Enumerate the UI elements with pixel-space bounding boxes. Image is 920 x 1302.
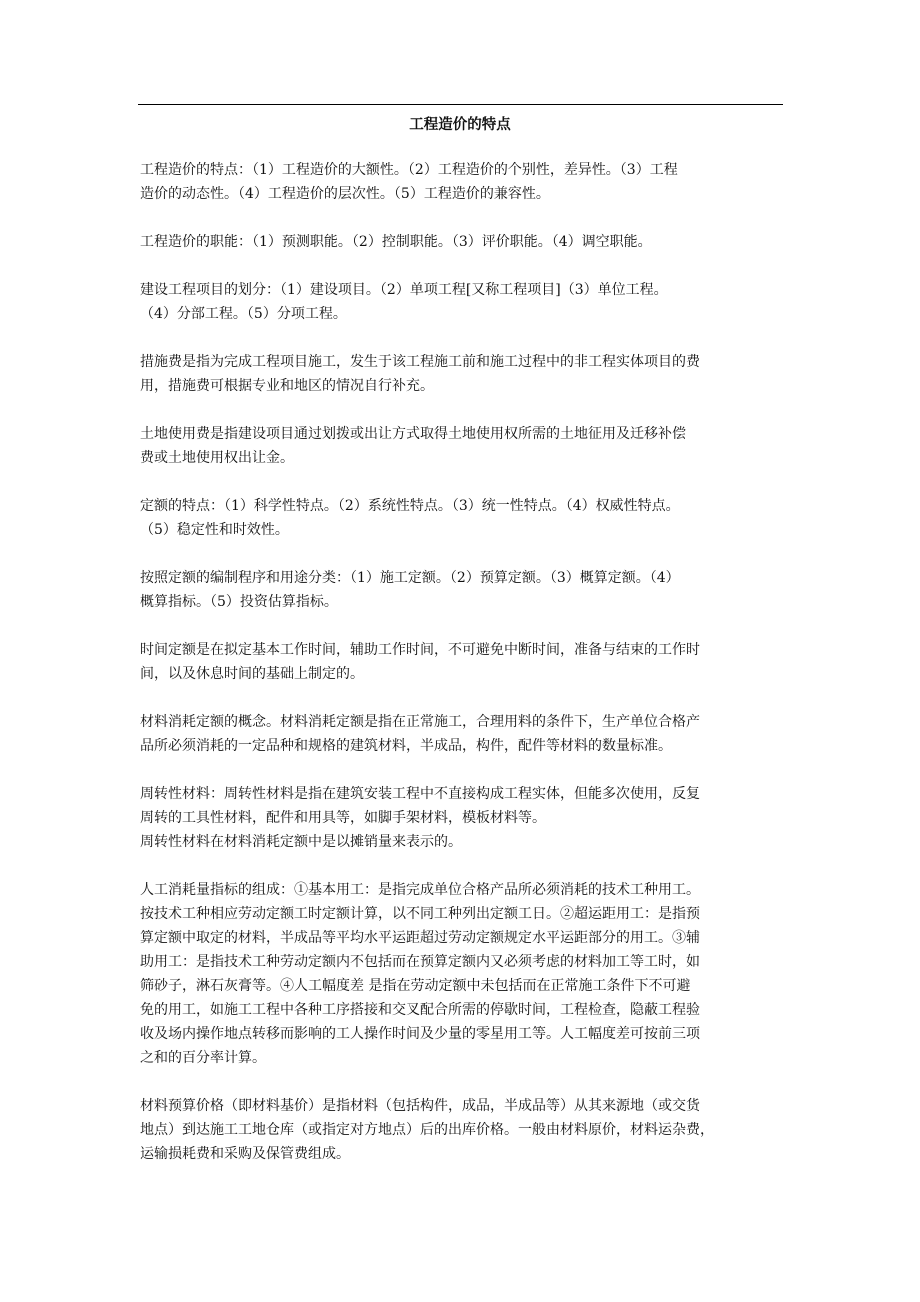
- paragraph-line: 费或土地使用权出让金。: [140, 450, 294, 466]
- paragraph-line: 措施费是指为完成工程项目施工，发生于该工程施工前和施工过程中的非工程实体项目的费: [140, 354, 700, 370]
- paragraph-line: 工程造价的特点：（1）工程造价的大额性。（2）工程造价的个别性，差异性。（3）工程: [140, 162, 678, 178]
- paragraph-line: 按技术工种相应劳动定额工时定额计算，以不同工种列出定额工日。②超运距用工：是指预: [140, 906, 700, 922]
- paragraph: [140, 158, 800, 206]
- paragraph: [140, 782, 800, 854]
- paragraph-line: 按照定额的编制程序和用途分类：（1）施工定额。（2）预算定额。（3）概算定额。（4）: [140, 570, 680, 586]
- paragraph: [140, 1094, 800, 1166]
- paragraph-line: 材料预算价格（即材料基价）是指材料（包括构件，成品，半成品等）从其来源地（或交货: [140, 1098, 700, 1114]
- paragraph-line: 周转性材料在材料消耗定额中是以摊销量来表示的。: [140, 834, 462, 850]
- paragraph-line: 助用工：是指技术工种劳动定额内不包括而在预算定额内又必须考虑的材料加工等工时，如: [140, 954, 700, 970]
- paragraph-list: [140, 158, 800, 1166]
- paragraph-line: 时间定额是在拟定基本工作时间，辅助工作时间，不可避免中断时间，准备与结束的工作时: [140, 642, 700, 658]
- paragraph-line: （5）稳定性和时效性。: [140, 522, 289, 538]
- paragraph-line: 筛砂子，淋石灰膏等。④人工幅度差 是指在劳动定额中未包括而在正常施工条件下不可避: [140, 978, 691, 994]
- paragraph-line: 造价的动态性。（4）工程造价的层次性。（5）工程造价的兼容性。: [140, 186, 550, 202]
- paragraph-line: 运输损耗费和采购及保管费组成。: [140, 1146, 350, 1162]
- paragraph-line: 之和的百分率计算。: [140, 1050, 266, 1066]
- paragraph-line: 土地使用费是指建设项目通过划拨或出让方式取得土地使用权所需的土地征用及迁移补偿: [140, 426, 686, 442]
- paragraph-line: 品所必须消耗的一定品种和规格的建筑材料，半成品，构件，配件等材料的数量标准。: [140, 738, 672, 754]
- paragraph-line: 间，以及休息时间的基础上制定的。: [140, 666, 364, 682]
- paragraph: [140, 638, 800, 686]
- paragraph-line: 概算指标。（5）投资估算指标。: [140, 594, 338, 610]
- paragraph: [140, 350, 800, 398]
- paragraph-line: 建设工程项目的划分：（1）建设项目。（2）单项工程[又称工程项目]（3）单位工程。: [140, 282, 668, 298]
- header-rule: [138, 104, 783, 105]
- paragraph-line: 用，措施费可根据专业和地区的情况自行补充。: [140, 378, 434, 394]
- paragraph: [140, 566, 800, 614]
- paragraph: [140, 878, 800, 1070]
- paragraph: [140, 230, 800, 254]
- paragraph-line: 材料消耗定额的概念。材料消耗定额是指在正常施工，合理用料的条件下，生产单位合格产: [140, 714, 700, 730]
- paragraph-line: 收及场内操作地点转移而影响的工人操作时间及少量的零星用工等。人工幅度差可按前三项: [140, 1026, 700, 1042]
- paragraph: [140, 710, 800, 758]
- document-title: 工程造价的特点: [409, 116, 511, 133]
- paragraph-line: 算定额中取定的材料，半成品等平均水平运距超过劳动定额规定水平运距部分的用工。③辅: [140, 930, 700, 946]
- paragraph-line: 人工消耗量指标的组成：①基本用工：是指完成单位合格产品所必须消耗的技术工种用工。: [140, 882, 700, 898]
- paragraph-line: 定额的特点：（1）科学性特点。（2）系统性特点。（3）统一性特点。（4）权威性特点。: [140, 498, 680, 514]
- paragraph: [140, 422, 800, 470]
- paragraph-line: （4）分部工程。（5）分项工程。: [140, 306, 347, 322]
- paragraph: [140, 278, 800, 326]
- paragraph: [140, 494, 800, 542]
- document-body: [140, 114, 800, 1190]
- paragraph-line: 周转性材料：周转性材料是指在建筑安装工程中不直接构成工程实体，但能多次使用，反复: [140, 786, 700, 802]
- paragraph-line: 工程造价的职能：（1）预测职能。（2）控制职能。（3）评价职能。（4）调空职能。: [140, 234, 652, 250]
- paragraph-line: 地点）到达施工工地仓库（或指定对方地点）后的出库价格。一般由材料原价，材料运杂费，: [140, 1122, 714, 1138]
- paragraph-line: 免的用工，如施工工程中各种工序搭接和交叉配合所需的停歇时间，工程检查，隐蔽工程验: [140, 1002, 700, 1018]
- paragraph-line: 周转的工具性材料，配件和用具等，如脚手架材料，模板材料等。: [140, 810, 546, 826]
